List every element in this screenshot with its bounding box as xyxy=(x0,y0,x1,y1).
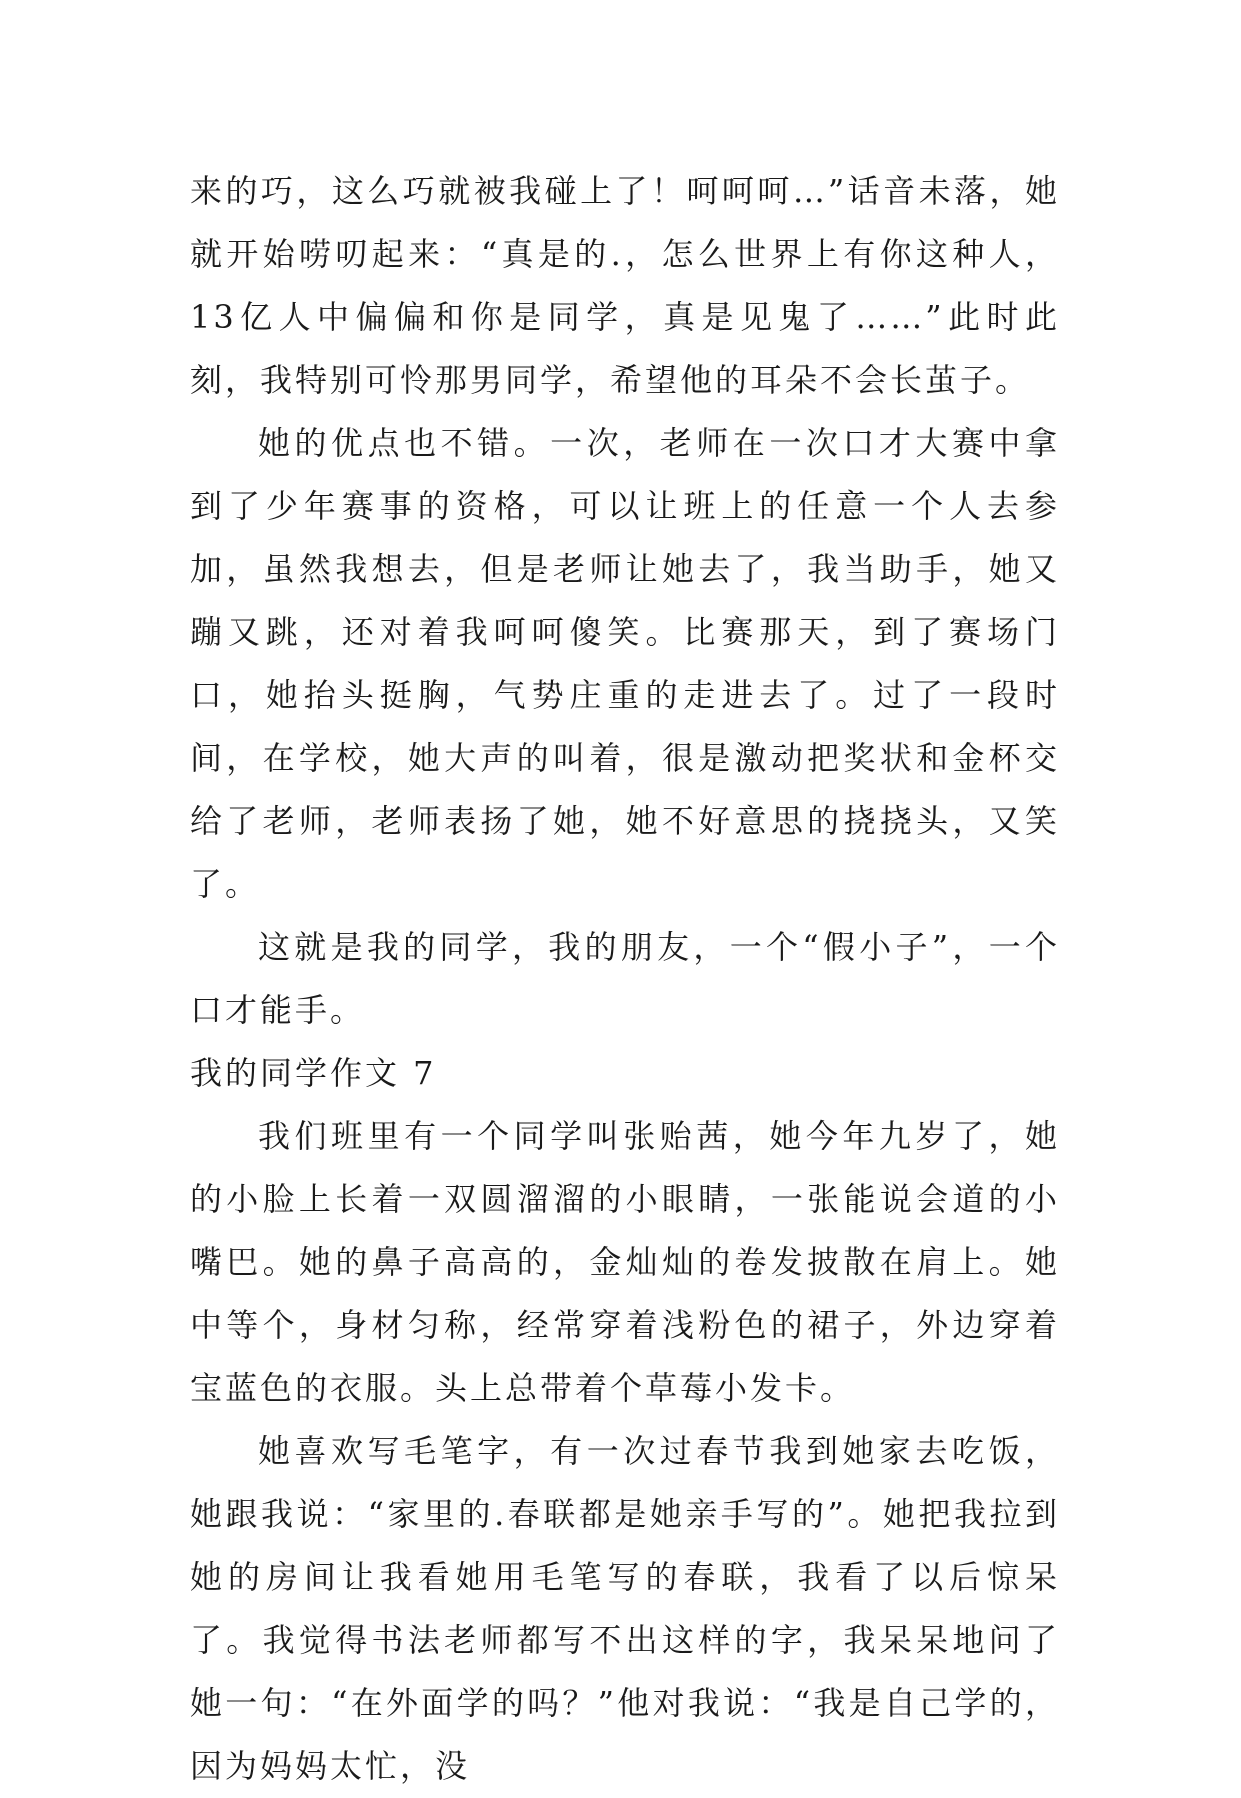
document-body xyxy=(190,160,1060,1798)
paragraph-calligraphy: 她喜欢写毛笔字，有一次过春节我到她家去吃饭，她跟我说：“家里的.春联都是她亲手写的”。她把我拉到她的房间让我看她用毛笔写的春联，我看了以后惊呆了。我觉得书法老师都写不出这样的字，我呆呆地问了她一句：“在外面学的吗？”他对我说：“我是自己学的，因为妈妈太忙，没 xyxy=(190,1432,1060,1785)
essay-heading: 我的同学作文 7 xyxy=(190,1054,437,1092)
paragraph-strengths: 她的优点也不错。一次，老师在一次口才大赛中拿到了少年赛事的资格，可以让班上的任意一个人去参加，虽然我想去，但是老师让她去了，我当助手，她又蹦又跳，还对着我呵呵傻笑。比赛那天，到了赛场门口，她抬头挺胸，气势庄重的走进去了。过了一段时间，在学校，她大声的叫着，很是激动把奖状和金杯交给了老师，老师表扬了她，她不好意思的挠挠头，又笑了。 xyxy=(190,424,1060,903)
paragraph-continuation: 来的巧，这么巧就被我碰上了！呵呵呵…”话音未落，她就开始唠叨起来：“真是的.，怎么世界上有你这种人，13亿人中偏偏和你是同学，真是见鬼了……”此时此刻，我特别可怜那男同学，希望他的耳朵不会长茧子。 xyxy=(190,172,1060,399)
paragraph-summary: 这就是我的同学，我的朋友，一个“假小子”，一个口才能手。 xyxy=(190,928,1060,1029)
paragraph-intro: 我们班里有一个同学叫张贻茜，她今年九岁了，她的小脸上长着一双圆溜溜的小眼睛，一张能说会道的小嘴巴。她的鼻子高高的，金灿灿的卷发披散在肩上。她中等个，身材匀称，经常穿着浅粉色的裙子，外边穿着宝蓝色的衣服。头上总带着个草莓小发卡。 xyxy=(190,1117,1060,1407)
